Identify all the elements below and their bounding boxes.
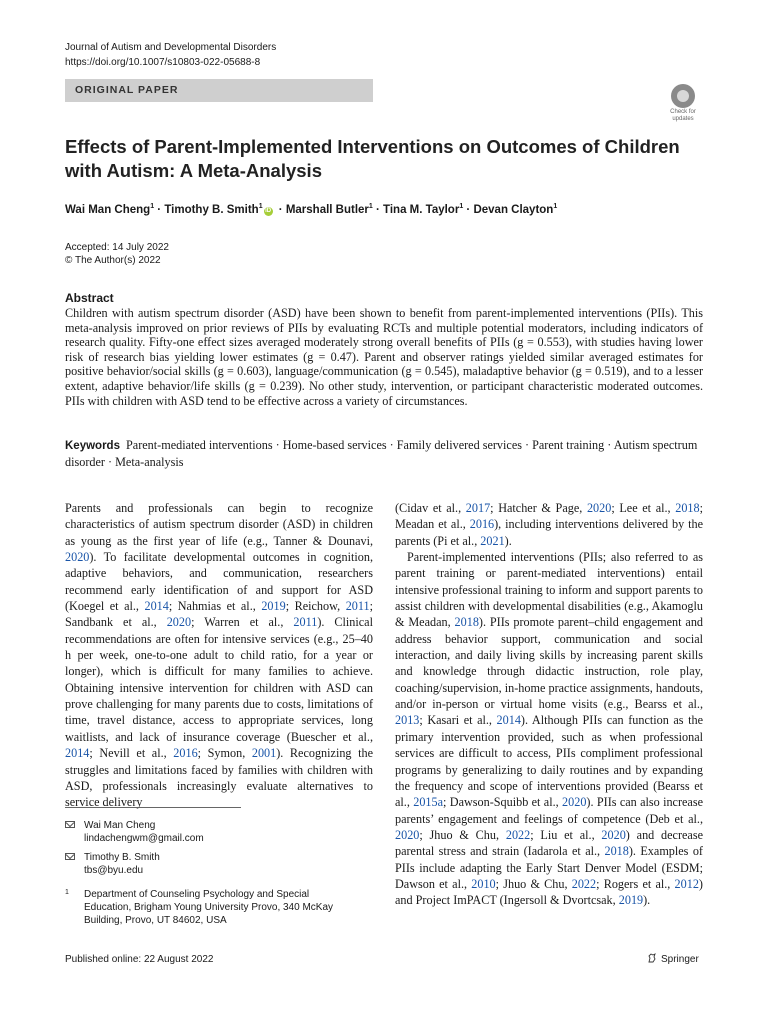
body-text: Parent-implemented interventions (PIIs; also referred to as parent training or parent-mediated interventions) entail intensive professional training to inform and support parents to assist children with developmental disabilities (e.g., Akamoglu & Meadan,: [395, 550, 703, 630]
citation-link[interactable]: 2020: [65, 550, 90, 565]
author-name[interactable]: Marshall Butler: [285, 203, 369, 216]
published-date: Published online: 22 August 2022: [65, 954, 214, 965]
body-text: ; Sandbank et al.,: [65, 599, 374, 630]
affiliation-mark: 1: [65, 889, 69, 896]
citation-link[interactable]: 2020: [166, 615, 192, 630]
body-text: ; Reichow,: [285, 599, 346, 614]
body-text: ) and Project ImPACT (Ingersoll & Dvortcsak,: [395, 876, 703, 908]
springer-horse-icon: [647, 953, 657, 963]
author-name[interactable]: Tina M. Taylor: [383, 203, 460, 216]
body-column-right: [395, 500, 703, 909]
body-text: Parents and professionals can begin to recognize characteristics of autism spectrum disorder (ASD) in children as young as the first year of life (e.g., Tanner & Dounavi,: [65, 501, 373, 548]
affiliation-mark: 1: [258, 203, 263, 210]
contact-name: Wai Man Cheng: [84, 820, 156, 831]
article-type-banner: [65, 79, 373, 102]
keywords-list: Parent-mediated interventions · Home-based services · Family delivered services · Parent training · Autism spectrum disorder · Meta-analysis: [65, 438, 698, 469]
check-updates-icon: [671, 84, 695, 108]
citation-link[interactable]: 2014: [65, 746, 90, 761]
author-name[interactable]: Timothy B. Smith: [164, 203, 259, 216]
contact-email[interactable]: lindachengwm@gmail.com: [84, 833, 204, 844]
envelope-icon: [65, 821, 75, 828]
check-updates-text: Check for updates: [670, 109, 696, 122]
body-text: ; Meadan et al.,: [395, 501, 703, 532]
contact-email[interactable]: tbs@byu.edu: [84, 865, 144, 876]
body-text: ). Recognizing the struggles and limitations faced by families with children with ASD, professionals increasingly evaluate alternatives to service delivery: [65, 746, 373, 810]
article-dates: [65, 241, 169, 267]
body-text: ; Jhuo & Chu,: [495, 876, 572, 891]
affiliation-line: Education, Brigham Young University Provo, 340 McKay: [84, 902, 334, 913]
body-text: ).: [504, 533, 512, 548]
corresponding-author-contact: [65, 851, 160, 877]
article-title: Effects of Parent-Implemented Interventions on Outcomes of Children with Autism: A Meta-Analysis: [65, 136, 680, 181]
body-text: ; Hatcher & Page,: [490, 501, 587, 515]
affiliation-mark: 1: [150, 203, 155, 210]
affiliation-line: Building, Provo, UT 84602, USA: [84, 915, 227, 926]
body-paragraph: [395, 500, 703, 549]
citation-link[interactable]: 2018: [454, 615, 479, 630]
body-text: ). Although PIIs can function as the primary intervention provided, such as when professional services are difficult to access, PIIs compliment professional programs by generalizing to daily routines and by expanding the frequency and scope of interventions provided (Bearss et al.,: [395, 713, 703, 810]
publisher-logo: [647, 953, 699, 965]
citation-link[interactable]: 2020: [395, 827, 420, 842]
journal-header: [65, 40, 276, 70]
body-text: (Cidav et al.,: [395, 501, 466, 515]
affiliation-line: Department of Counseling Psychology and Special: [84, 889, 310, 900]
citation-link[interactable]: 2011: [293, 615, 318, 630]
keywords-section: [65, 437, 705, 470]
citation-link[interactable]: 2011: [345, 599, 370, 614]
citation-link[interactable]: 2016: [173, 746, 198, 761]
footnote-divider: [65, 807, 241, 808]
body-text: ; Nevill et al.,: [89, 746, 174, 761]
envelope-icon: [65, 853, 75, 860]
check-for-updates-badge[interactable]: [664, 84, 702, 124]
citation-link[interactable]: 2016: [469, 517, 495, 532]
publisher-name: Springer: [661, 954, 699, 965]
corresponding-author-contact: [65, 819, 204, 845]
body-text: ), including interventions delivered by the parents (Pi et al.,: [395, 517, 703, 548]
citation-link[interactable]: 2012: [674, 876, 699, 891]
body-text: ; Liu et al.,: [530, 827, 602, 842]
citation-link[interactable]: 2021: [480, 533, 505, 548]
body-text: ). To facilitate developmental outcomes in cognition, adaptive behaviors, and communication, researchers recommend early identification of and support for ASD (Koegel et al.,: [65, 550, 373, 614]
body-text: ) and decrease parental stress and strain (Iadarola et al.,: [395, 827, 703, 859]
abstract-text: Children with autism spectrum disorder (ASD) have been shown to benefit from parent-implemented interventions (PIIs). This meta-analysis improved on prior reviews of PIIs by evaluating RCTs and multiple potential moderators, including indicators of research quality. Fifty-one effect sizes averaged moderately strong overall benefits of PIIs (g = 0.553), with studies having lower risk of research bias yielding lower estimates (g = 0.47). Parent and observer ratings yielded similar averaged estimates for positive behavior/social skills (g = 0.603), language/communication (g = 0.545), maladaptive behavior (g = 0.519), and to a lesser extent, adaptive behavior/life skills (g = 0.239). No other study, intervention, or participant characteristic moderated outcomes. PIIs with children with ASD tend to be effective across a variety of circumstances.: [65, 306, 703, 408]
citation-link[interactable]: 2014: [144, 599, 169, 614]
copyright-line: © The Author(s) 2022: [65, 255, 161, 266]
body-text: ; Dawson-Squibb et al.,: [443, 795, 563, 810]
body-text: ; Nahmias et al.,: [168, 599, 262, 614]
author-name[interactable]: Wai Man Cheng: [65, 203, 151, 216]
citation-link[interactable]: 2010: [471, 876, 496, 891]
body-text: ; Symon,: [197, 746, 252, 761]
body-text: ).: [643, 893, 651, 908]
citation-link[interactable]: 2014: [496, 713, 521, 728]
affiliation-mark: 1: [553, 203, 558, 210]
article-type-label: ORIGINAL PAPER: [75, 84, 179, 96]
citation-link[interactable]: 2022: [505, 827, 531, 842]
body-text: ; Rogers et al.,: [596, 876, 675, 891]
body-text: ; Warren et al.,: [191, 615, 294, 630]
citation-link[interactable]: 2018: [604, 844, 629, 859]
body-text: ). PIIs can also increase parents’ engagement and feelings of competence (Deb et al.,: [395, 795, 703, 826]
citation-link[interactable]: 2019: [618, 893, 644, 908]
body-paragraph: [65, 500, 373, 811]
orcid-icon[interactable]: iD: [265, 207, 272, 214]
journal-name: Journal of Autism and Developmental Disorders: [65, 42, 277, 53]
citation-link[interactable]: 2015a: [413, 795, 444, 810]
body-text: ; Kasari et al.,: [419, 713, 497, 728]
contact-name: Timothy B. Smith: [84, 852, 160, 863]
abstract-heading: Abstract: [65, 291, 114, 305]
citation-link[interactable]: 2019: [261, 599, 286, 614]
body-text: ; Lee et al.,: [611, 501, 676, 515]
citation-link[interactable]: 2020: [601, 827, 626, 842]
author-name[interactable]: Devan Clayton: [473, 203, 554, 216]
affiliation-footnote: [65, 888, 365, 927]
body-column-left: [65, 500, 373, 811]
body-text: ). Examples of PIIs include adapting the Early Start Denver Model (ESDM; Dawson et al.,: [395, 844, 703, 891]
citation-link[interactable]: 2017: [465, 501, 491, 515]
citation-link[interactable]: 2022: [571, 876, 597, 891]
body-text: ). Clinical recommendations are often for intensive services (e.g., 25–40 h per week, one-to-one adult to child ratio, for a year or longer), which is difficult for many families to achieve. Obtaining intensive intervention for children with ASD can prove challenging for many parents due to costs, limitations of time, travel distance, access to appropriate services, long waitlists, and lack of insurance coverage (Buescher et al.,: [65, 615, 373, 744]
author-list: Wai Man Cheng$^1$ · Timothy B. Smith$^1$iD · Marshall Butler$^1$ · Tina M. Taylor$^1$ · Devan Clayton$^1$: [65, 203, 558, 216]
citation-link[interactable]: 2020: [586, 501, 612, 515]
citation-link[interactable]: 2020: [562, 795, 587, 810]
body-text: ; Jhuo & Chu,: [419, 827, 506, 842]
keywords-label: Keywords: [65, 440, 120, 452]
citation-link[interactable]: 2013: [395, 713, 420, 728]
body-text: ). PIIs promote parent–child engagement and address behavior support, communication and social interaction, and daily living skills by increasing parent skills and knowledge through didactic instruction, role play, coaching/supervision, in-home practice assignments, handouts, and/or in-person or virtual home visits (e.g., Bearss et al.,: [395, 615, 704, 712]
affiliation-mark: 1: [459, 203, 464, 210]
citation-link[interactable]: 2018: [675, 501, 700, 515]
doi-link[interactable]: https://doi.org/10.1007/s10803-022-05688-8: [65, 57, 261, 68]
accepted-date: Accepted: 14 July 2022: [65, 242, 169, 253]
body-paragraph: [395, 549, 703, 909]
affiliation-mark: 1: [368, 203, 373, 210]
citation-link[interactable]: 2001: [251, 746, 277, 761]
